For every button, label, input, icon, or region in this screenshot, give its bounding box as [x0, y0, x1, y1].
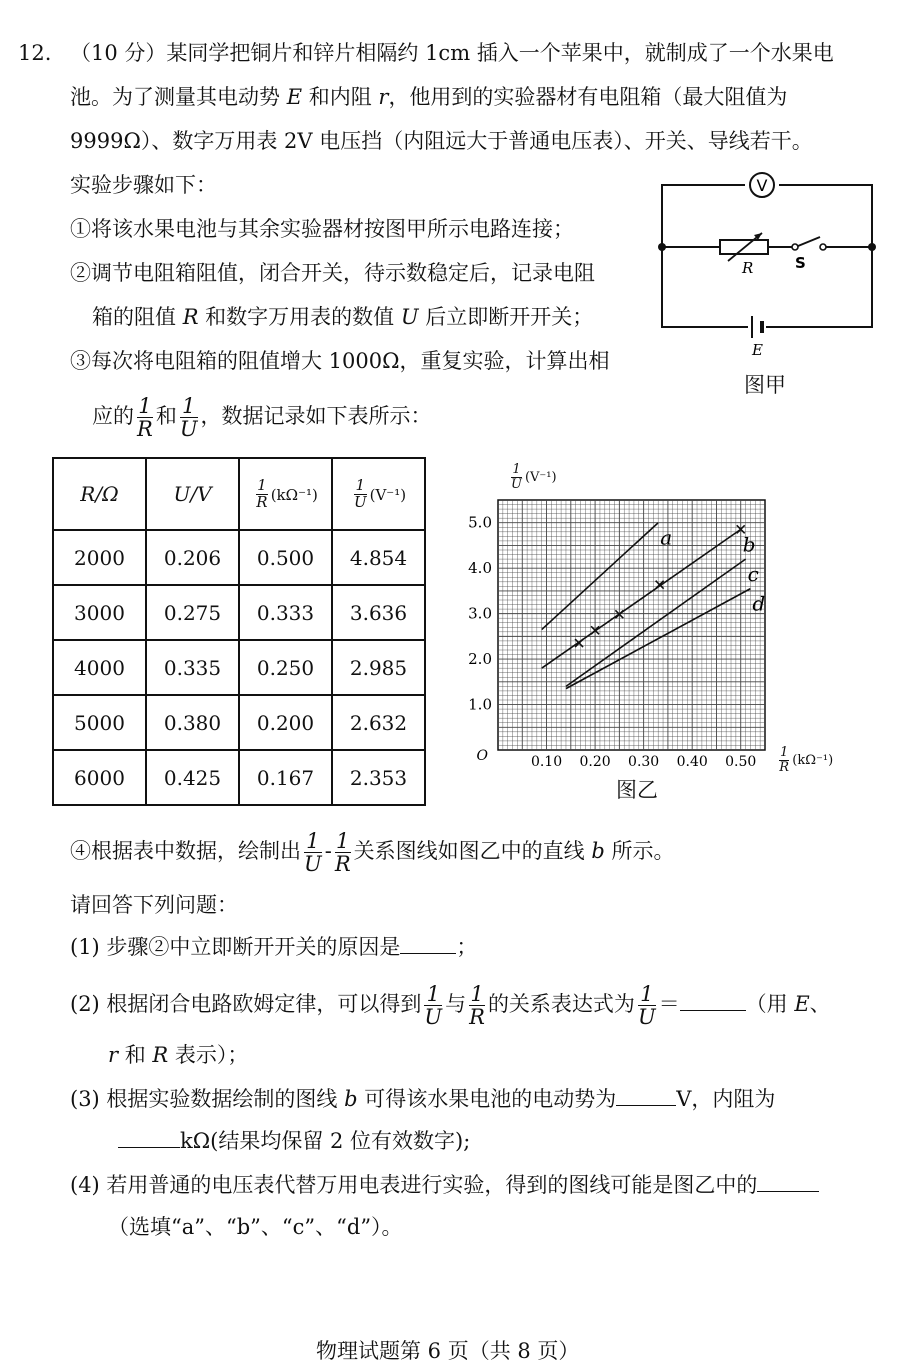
- step-text: ，数据记录如下表所示：: [200, 404, 432, 429]
- x-tick-label: 0.40: [676, 754, 708, 770]
- answer-blank-4[interactable]: [757, 1171, 819, 1192]
- symbol-r: r: [378, 85, 389, 109]
- table-cell: 4000: [53, 640, 146, 695]
- table-cell: 3.636: [332, 585, 425, 640]
- graph-caption: 图乙: [616, 778, 658, 802]
- fraction-1-over-U: $\frac{1}{U}$: [179, 394, 198, 442]
- table-cell: 0.380: [146, 695, 239, 750]
- table-cell: 2.353: [332, 750, 425, 805]
- voltmeter-label: V: [756, 176, 768, 195]
- question-text: 可得该水果电池的电动势为: [357, 1087, 617, 1111]
- fraction-1-over-R: $\frac{1}{R}$: [334, 829, 351, 877]
- question-text: ＝: [658, 992, 680, 1017]
- intro-line-2: [70, 82, 787, 112]
- fraction-1-over-U: $\frac{1}{U}$: [424, 982, 443, 1030]
- table-header: R/Ω: [53, 458, 146, 530]
- x-tick-label: 0.50: [725, 754, 757, 770]
- intro-line-3: 9999Ω）、数字万用表 2V 电压挡（内阻远大于普通电压表）、开关、导线若干。: [70, 129, 813, 153]
- y-tick-label: 2.0: [468, 650, 492, 669]
- question-text: ；: [456, 935, 478, 959]
- question-text: (4) 若用普通的电压表代替万用电表进行实验，得到的图线可能是图乙中的: [70, 1173, 758, 1197]
- table-cell: 2.985: [332, 640, 425, 695]
- x-tick-label: 0.20: [579, 754, 611, 770]
- answer-blank-2[interactable]: [680, 990, 746, 1011]
- table-header: U/V: [146, 458, 239, 530]
- table-cell: 0.333: [239, 585, 332, 640]
- question-3-line-2: [118, 1126, 470, 1156]
- table-row: [53, 750, 425, 805]
- table-row: [53, 695, 425, 750]
- table-cell: 0.275: [146, 585, 239, 640]
- graph-chart: [460, 455, 860, 785]
- fraction-1-over-U: $\frac{1}{U}$: [304, 829, 322, 877]
- step-3-line-2: [92, 395, 432, 440]
- table-cell: 5000: [53, 695, 146, 750]
- y-tick-label: 3.0: [468, 604, 492, 623]
- question-text: 和: [118, 1043, 153, 1067]
- fraction-1-over-U: $\frac{1}{U}$: [637, 982, 656, 1030]
- steps-title: 实验步骤如下：: [70, 173, 217, 197]
- y-tick-label: 1.0: [468, 695, 492, 714]
- step-text: 和数字万用表的数值: [198, 305, 401, 329]
- step-text: ④根据表中数据，绘制出: [70, 839, 301, 864]
- table-cell: 0.335: [146, 640, 239, 695]
- y-tick-label: 4.0: [468, 559, 492, 578]
- origin-label: O: [476, 748, 488, 764]
- circuit-diagram: [650, 165, 890, 395]
- question-2: (2) 根据闭合电路欧姆定律，可以得到 $\frac{1}{U}$ 与 $\frac{1}{R}$ 的关系表达式为 $\frac{1}{U}$ ＝ （用 E、: [70, 982, 831, 1030]
- data-table: [52, 457, 426, 806]
- question-text: （用: [745, 992, 795, 1017]
- table-row: [53, 640, 425, 695]
- symbol-b: b: [591, 839, 605, 864]
- table-cell: 0.500: [239, 530, 332, 585]
- series-label-c: c: [747, 562, 759, 587]
- question-4: [70, 1170, 819, 1200]
- table-cell: 0.167: [239, 750, 332, 805]
- resistor-label: R: [742, 259, 754, 277]
- table-header-row: [53, 458, 425, 530]
- symbol-U: U: [400, 305, 419, 329]
- intro-line-1: （10 分）某同学把铜片和锌片相隔约 1cm 插入一个苹果中，就制成了一个水果电: [70, 41, 834, 65]
- step-text: 后立即断开开关；: [418, 305, 594, 329]
- question-2-line-2: r 和 R 表示）；: [108, 1043, 249, 1067]
- question-text: kΩ(结果均保留 2 位有效数字);: [180, 1129, 471, 1153]
- series-label-b: b: [742, 532, 756, 557]
- table-row: [53, 530, 425, 585]
- step-2-line-1: ②调节电阻箱阻值，闭合开关，待示数稳定后，记录电阻: [70, 261, 595, 285]
- intro-text: ，他用到的实验器材有电阻箱（最大阻值为: [388, 85, 788, 109]
- x-tick-label: 0.30: [628, 754, 660, 770]
- question-text: 、: [809, 992, 831, 1017]
- step-text: 箱的阻值: [92, 305, 183, 329]
- question-text: (3) 根据实验数据绘制的图线: [70, 1087, 345, 1111]
- series-label-a: a: [660, 525, 673, 550]
- step-text: -: [324, 839, 332, 864]
- fraction-1-over-R: $\frac{1}{R}$: [469, 982, 485, 1030]
- table-cell: 2000: [53, 530, 146, 585]
- question-1: [70, 932, 477, 962]
- table-row: [53, 585, 425, 640]
- x-tick-label: 0.10: [530, 754, 563, 770]
- battery-label: E: [752, 341, 763, 359]
- intro-text: 池。为了测量其电动势: [70, 85, 287, 109]
- table-cell: 0.250: [239, 640, 332, 695]
- question-4-line-2: （选填“a”、“b”、“c”、“d”）。: [108, 1215, 403, 1239]
- step-text: 所示。: [604, 839, 675, 864]
- step-text: 和: [155, 404, 177, 429]
- question-text: (2) 根据闭合电路欧姆定律，可以得到: [70, 992, 422, 1017]
- table-cell: 0.200: [239, 695, 332, 750]
- table-cell: 4.854: [332, 530, 425, 585]
- table-cell: 2.632: [332, 695, 425, 750]
- question-text: (1) 步骤②中立即断开开关的原因是: [70, 935, 401, 959]
- answer-blank-3a[interactable]: [616, 1085, 676, 1106]
- step-3-line-1: ③每次将电阻箱的阻值增大 1000Ω，重复实验，计算出相: [70, 349, 610, 373]
- table-cell: 0.206: [146, 530, 239, 585]
- intro-text: 和内阻: [302, 85, 379, 109]
- answer-blank-1[interactable]: [400, 933, 456, 954]
- symbol-E: E: [286, 85, 303, 109]
- question-text: 的关系表达式为: [487, 992, 635, 1017]
- step-1: ①将该水果电池与其余实验器材按图甲所示电路连接；: [70, 217, 574, 241]
- series-label-d: d: [752, 591, 766, 616]
- symbol-R: R: [182, 305, 199, 329]
- y-tick-label: 5.0: [468, 513, 492, 532]
- x-axis-label: $\frac{1}{R}$ (kΩ⁻¹): [779, 745, 834, 775]
- grid-area: [498, 500, 765, 750]
- table-header: $\frac{1}{U}$ (V⁻¹): [332, 458, 425, 530]
- step-text: 应的: [92, 404, 134, 429]
- question-text: 表示）；: [168, 1043, 249, 1067]
- circuit-caption: 图甲: [744, 373, 786, 397]
- question-text: V，内阻为: [676, 1087, 776, 1111]
- step-2-line-2: [92, 302, 593, 332]
- fraction-1-over-R: $\frac{1}{R}$: [137, 394, 153, 442]
- table-cell: 6000: [53, 750, 146, 805]
- y-axis-label: $\frac{1}{U}$ (V⁻¹): [511, 462, 557, 492]
- question-text: 与: [445, 992, 467, 1017]
- table-header: $\frac{1}{R}$ (kΩ⁻¹): [239, 458, 332, 530]
- switch-label: S: [795, 254, 806, 272]
- answer-prompt: 请回答下列问题：: [70, 893, 238, 917]
- page-footer: 物理试题第 6 页（共 8 页）: [316, 1339, 580, 1363]
- question-number: 12.: [18, 41, 52, 65]
- table-cell: 0.425: [146, 750, 239, 805]
- step-text: 关系图线如图乙中的直线: [353, 839, 592, 864]
- answer-blank-3b[interactable]: [118, 1127, 180, 1148]
- question-3: (3) 根据实验数据绘制的图线 b 可得该水果电池的电动势为 V，内阻为: [70, 1087, 776, 1111]
- step-4: [70, 830, 674, 875]
- table-cell: 3000: [53, 585, 146, 640]
